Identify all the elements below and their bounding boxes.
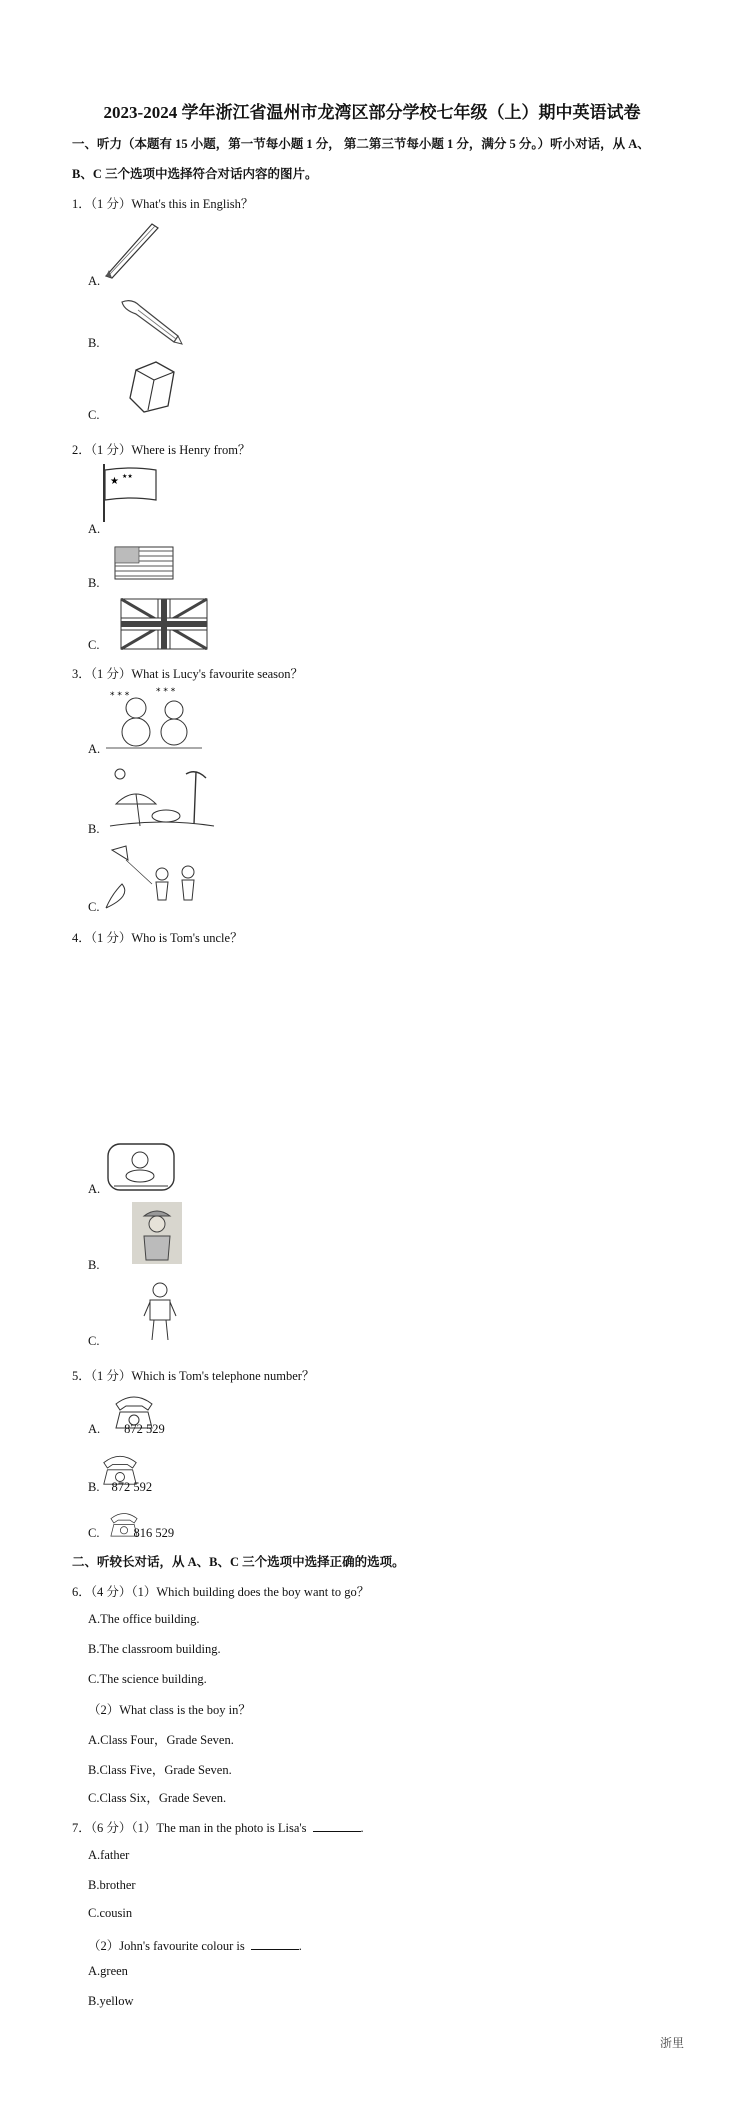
boy-image — [140, 1280, 180, 1342]
q2-stem: 2．（1 分）Where is Henry from？ — [72, 443, 251, 457]
svg-text:* * *: * * * — [110, 691, 130, 701]
q5-stem: 5．（1 分）Which is Tom's telephone number？ — [72, 1369, 315, 1383]
pen-image — [118, 296, 184, 346]
q5-option-c-label: C. — [88, 1526, 100, 1540]
winter-snowman-image — [106, 686, 202, 752]
q7-stem-2-end: . — [298, 1939, 302, 1953]
q1-option-c[interactable]: C. — [88, 408, 100, 422]
q4-option-b[interactable]: B. — [88, 1258, 100, 1272]
pencil-image — [100, 218, 162, 280]
q7-1-option-b[interactable]: B.brother — [88, 1878, 136, 1892]
q6-2-option-a[interactable]: A.Class Four，Grade Seven. — [88, 1733, 234, 1747]
q2-option-b[interactable]: B. — [88, 576, 100, 590]
q5-option-b-number: 872 592 — [111, 1480, 153, 1494]
answer-blank[interactable] — [313, 1830, 361, 1832]
section2-heading: 二、听较长对话，从 A、B、C 三个选项中选择正确的选项。 — [72, 1555, 405, 1569]
q6-2-option-b[interactable]: B.Class Five，Grade Seven. — [88, 1763, 232, 1777]
q3-stem: 3．（1 分）What is Lucy's favourite season？ — [72, 667, 304, 681]
q5-option-c[interactable] — [88, 1526, 174, 1541]
spring-kids-image — [102, 844, 208, 912]
q1-option-b[interactable]: B. — [88, 336, 100, 350]
page-title: 2023-2024 学年浙江省温州市龙湾区部分学校七年级（上）期中英语试卷 — [103, 103, 641, 122]
q6-stem-2: （2）What class is the boy in？ — [88, 1703, 251, 1717]
q6-1-option-b[interactable]: B.The classroom building. — [88, 1642, 221, 1656]
q7-stem-1-end: . — [360, 1821, 364, 1835]
q5-option-c-number: 816 529 — [133, 1526, 175, 1540]
q4-stem: 4．（1 分）Who is Tom's uncle？ — [72, 931, 243, 945]
q6-stem-1: 6．（4 分）（1）Which building does the boy want to go？ — [72, 1585, 370, 1599]
q6-1-option-a[interactable]: A.The office building. — [88, 1612, 200, 1626]
section1-line2: B、C 三个选项中选择符合对话内容的图片。 — [72, 167, 318, 181]
q5-option-a-number: 872 529 — [124, 1422, 165, 1436]
usa-flag-image — [114, 546, 174, 580]
answer-blank[interactable] — [251, 1948, 299, 1950]
svg-text:★★: ★★ — [122, 473, 133, 480]
q5-option-b[interactable] — [88, 1480, 152, 1495]
eraser-image — [126, 358, 178, 414]
q7-2-option-b[interactable]: B.yellow — [88, 1994, 134, 2008]
man-hat-image — [132, 1202, 182, 1264]
summer-beach-image — [106, 764, 218, 834]
q5-option-a[interactable] — [88, 1422, 165, 1437]
q7-1-option-a[interactable]: A.father — [88, 1848, 130, 1862]
q5-option-b-label: B. — [88, 1480, 100, 1494]
china-flag-image — [100, 464, 160, 522]
q2-option-c[interactable]: C. — [88, 638, 100, 652]
q7-1-option-c[interactable]: C.cousin — [88, 1906, 133, 1920]
q6-1-option-c[interactable]: C.The science building. — [88, 1672, 207, 1686]
svg-text:★: ★ — [110, 476, 119, 487]
q4-option-a[interactable]: A. — [88, 1182, 101, 1196]
q7-stem-1-text: 7．（6 分）（1）The man in the photo is Lisa's — [72, 1821, 307, 1835]
q7-2-option-a[interactable]: A.green — [88, 1964, 128, 1978]
uk-flag-image — [120, 598, 208, 650]
q1-option-a[interactable]: A. — [88, 274, 101, 288]
q3-option-b[interactable]: B. — [88, 822, 100, 836]
page-footer: 浙里 — [659, 2036, 684, 2050]
driver-image — [106, 1142, 176, 1192]
svg-text:* * *: * * * — [156, 687, 176, 697]
q3-option-a[interactable]: A. — [88, 742, 101, 756]
q2-option-a[interactable]: A. — [88, 522, 101, 536]
q5-option-a-label: A. — [88, 1422, 101, 1436]
q7-stem-2 — [88, 1936, 302, 1954]
q4-option-c[interactable]: C. — [88, 1334, 100, 1348]
q7-stem-2-text: （2）John's favourite colour is — [88, 1939, 245, 1953]
q7-stem-1 — [72, 1818, 364, 1836]
q1-stem: 1．（1 分）What's this in English？ — [72, 197, 254, 211]
q3-option-c[interactable]: C. — [88, 900, 100, 914]
section1-line1: 一、听力（本题有 15 小题，第一节每小题 1 分， 第二第三节每小题 1 分，满分 5 分。）听小对话，从 A、 — [72, 137, 650, 151]
q6-2-option-c[interactable]: C.Class Six，Grade Seven. — [88, 1791, 227, 1805]
